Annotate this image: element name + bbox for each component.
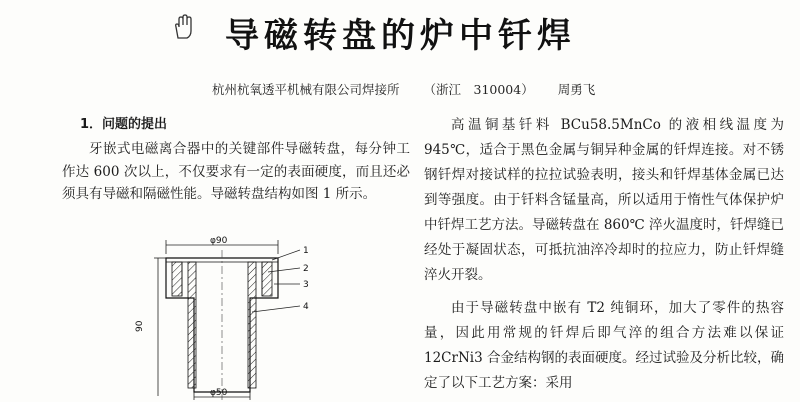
article-title: 导磁转盘的炉中钎焊 — [225, 16, 576, 56]
location: （浙江 310004） — [423, 82, 534, 97]
author-name: 周勇飞 — [557, 82, 596, 97]
turntable-section — [166, 250, 278, 400]
callout-4: 4 — [303, 302, 309, 312]
intro-paragraph: 牙嵌式电磁离合器中的关键部件导磁转盘，每分钟工作达 600 次以上，不仅要求有一定的表面硬度，而且还必须具有导磁和隔磁性能。导磁转盘结构如图 1 所示。 — [62, 141, 410, 202]
dim-height-label: 90 — [135, 320, 145, 332]
dim-top-label: φ90 — [210, 236, 228, 246]
affiliation: 杭州杭氧透平机械有限公司焊接所 — [212, 82, 400, 97]
left-column — [62, 113, 410, 206]
figure-1-drawing — [128, 232, 328, 402]
byline — [212, 80, 615, 98]
callout-2: 2 — [303, 264, 309, 274]
hand-icon — [172, 14, 194, 40]
brazing-alloy-paragraph: 高温铜基钎料 BCu58.5MnCo 的液相线温度为 945℃，适合于黑色金属与铜异种金属的钎焊连接。对不锈钢钎焊对接试样的拉拉试验表明，接头和钎焊基体金属已达到等强度。由于钎料含锰量高，所以适用于惰性气体保护炉中钎焊工艺方法。导磁转盘在 860℃ 淬火温度时，钎焊缝已经处于凝固状态，可抵抗油淬冷却时的拉应力，防止钎焊缝淬火开裂。 — [424, 117, 784, 283]
callouts — [252, 246, 309, 312]
callout-1: 1 — [303, 246, 309, 256]
callout-3: 3 — [303, 280, 309, 290]
dim-bottom-label: φ50 — [210, 388, 228, 398]
dimension-height — [135, 258, 166, 396]
right-column — [424, 113, 784, 396]
process-paragraph: 由于导磁转盘中嵌有 T2 纯铜环，加大了零件的热容量，因此用常规的钎焊后即气淬的组合方法难以保证 12CrNi3 合金结构钢的表面硬度。经过试验及分析比较，确定了以下工艺方案：采用 — [424, 300, 784, 391]
section-heading: 1．问题的提出 — [80, 117, 168, 132]
